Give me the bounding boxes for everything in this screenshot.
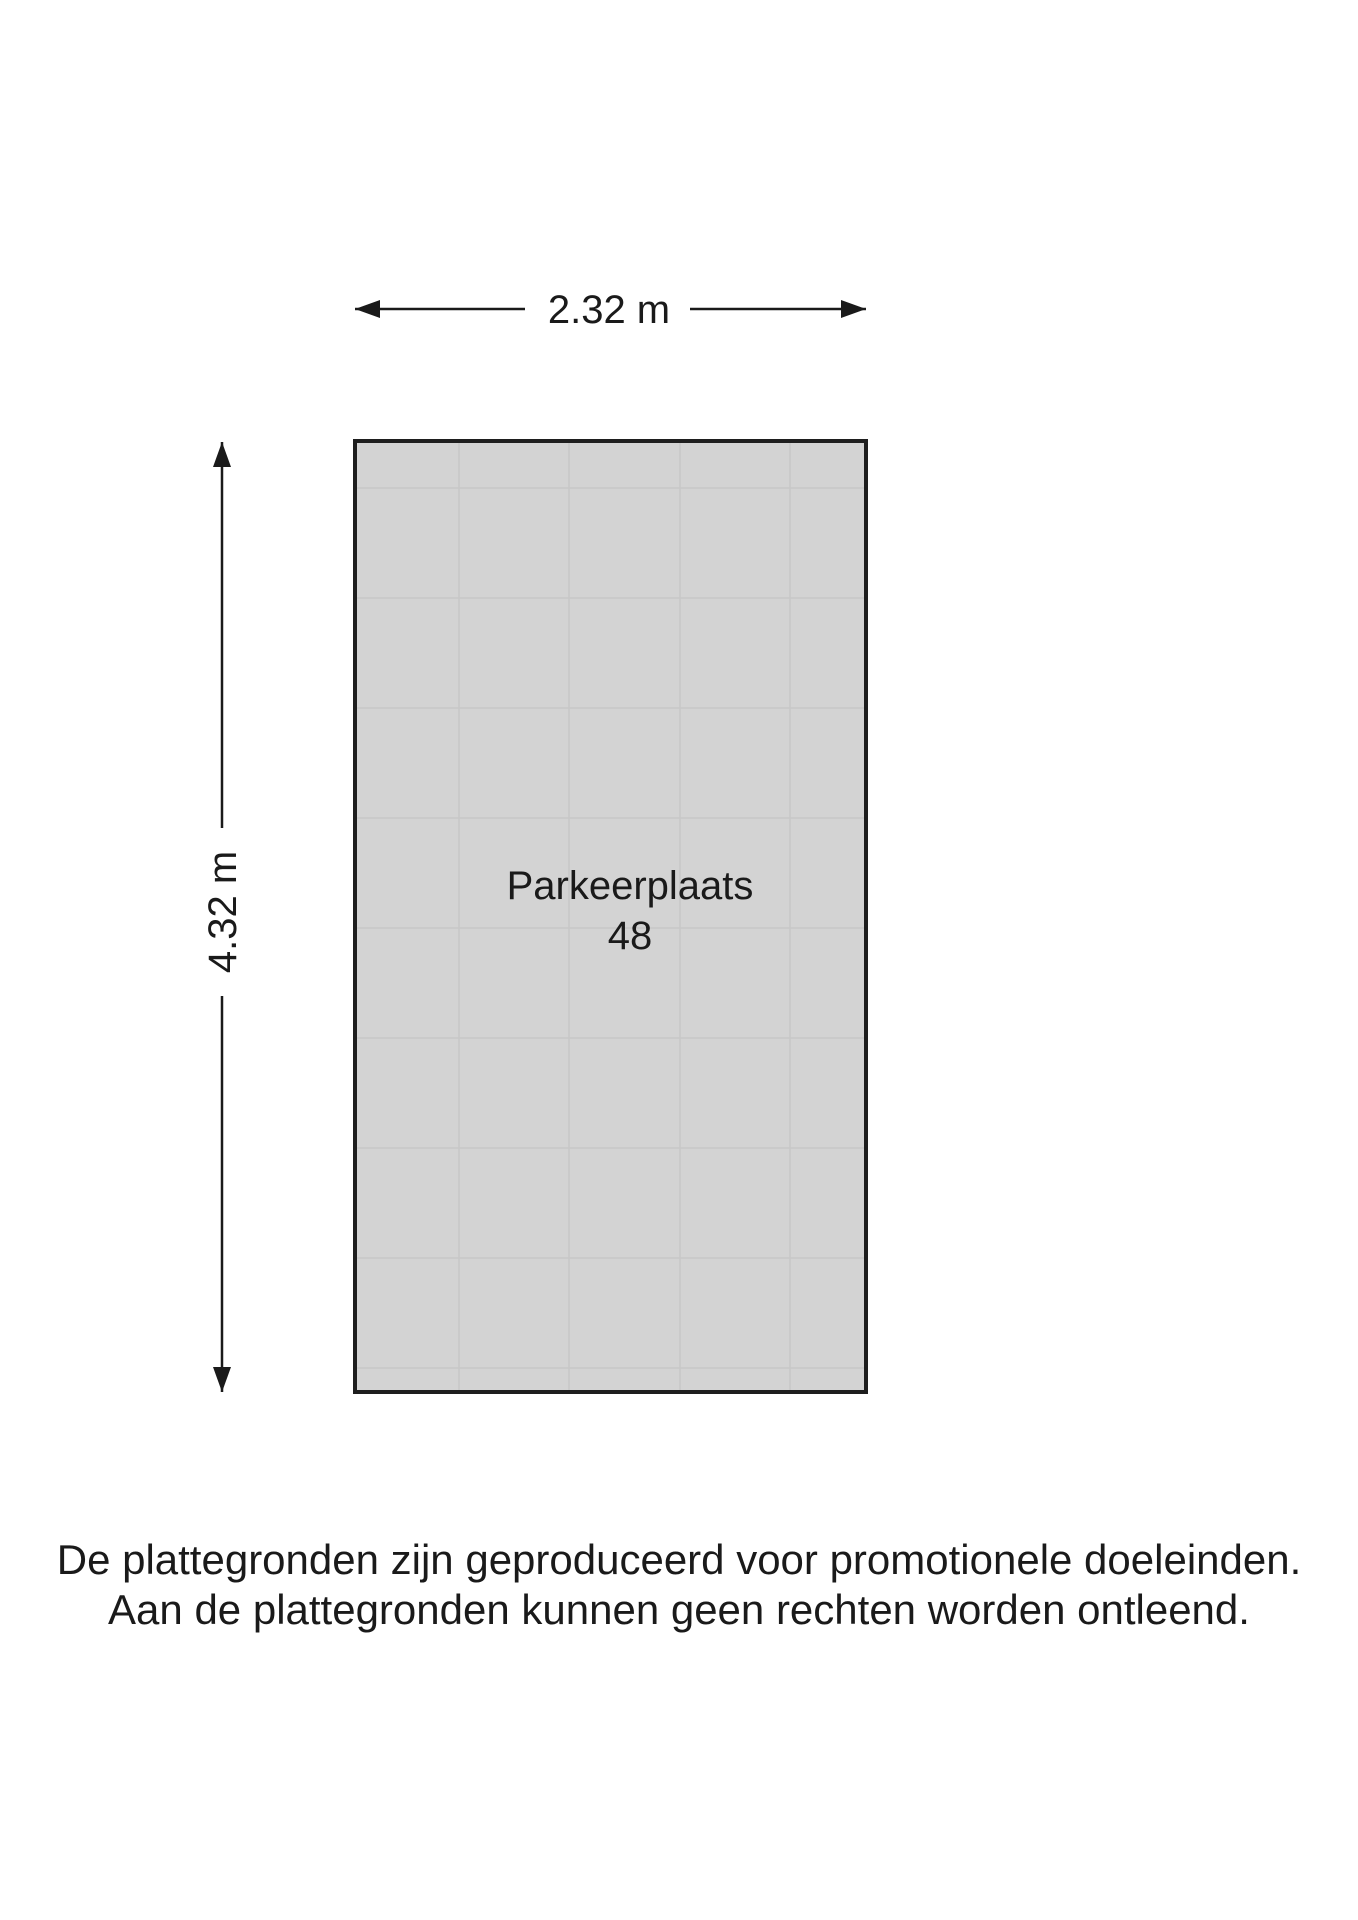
- room-name: Parkeerplaats: [506, 864, 754, 908]
- width-dimension: [355, 288, 866, 332]
- disclaimer-line-2: Aan de plattegronden kunnen geen rechten worden ontleend.: [108, 1586, 1250, 1633]
- height-label: 4.32 m: [201, 850, 245, 974]
- width-label: 2.32 m: [547, 288, 671, 332]
- width-arrow-left-icon: [355, 300, 380, 318]
- width-arrow-right-icon: [841, 300, 866, 318]
- room-number: 48: [607, 914, 653, 958]
- height-arrow-bottom-icon: [213, 1367, 231, 1392]
- room-parkeerplaats: [355, 441, 866, 1392]
- height-arrow-top-icon: [213, 442, 231, 467]
- height-dimension: [201, 442, 245, 1392]
- disclaimer-line-1: De plattegronden zijn geproduceerd voor promotionele doeleinden.: [56, 1536, 1302, 1583]
